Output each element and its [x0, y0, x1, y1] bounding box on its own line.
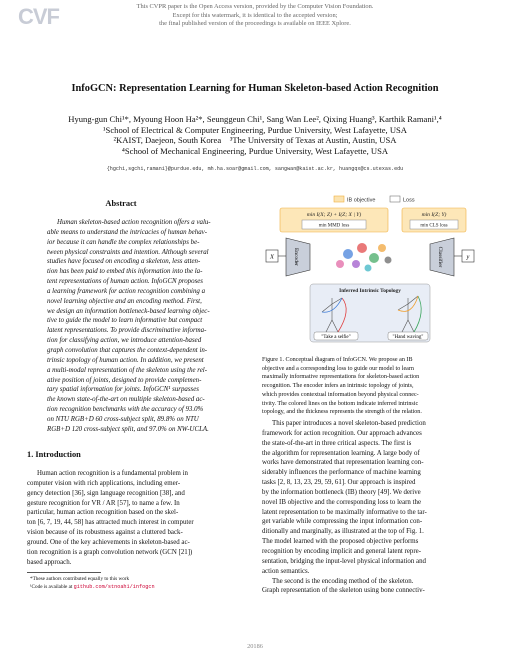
watermark-line-1: This CVPR paper is the Open Access version, provided by the Computer Vision Foundation. [136, 3, 374, 10]
caption-line: objective and a corresponding loss to guide our model to learn [262, 365, 414, 372]
right-column-line: This paper introduces a novel skeleton-based prediction [272, 420, 426, 427]
caption-line: topology, and the thickness represents the strength of the relation. [262, 409, 422, 416]
right-column-line: works have demonstrated that representation learning con- [262, 459, 424, 467]
right-column-line: the state-of-the-art in three critical aspects. The first is [262, 439, 412, 447]
introduction-line: based approach. [27, 558, 72, 566]
right-column-line: ditionally and marginally, as illustrated at the top of Fig. 1. [262, 528, 424, 536]
cvf-logo: CVF [18, 4, 59, 29]
caption-line: recognition. The encoder infers an intrinsic topology of joints, [262, 383, 414, 390]
footnote-rule [27, 572, 101, 573]
right-column-line: latent representation to be maximally informative to the tar- [262, 508, 427, 516]
footnote-equal-contribution: *These authors contributed equally to this work [30, 576, 130, 582]
classifier-label: Classifier [437, 246, 443, 268]
abstract-line: able means to understand the intricacies of human behav- [47, 228, 207, 236]
right-column-line: by the information bottleneck (IB) theory [49]. We derive [262, 488, 421, 496]
caption-line: tivity. The colored lines on the bottom indicate inferred intrinsic [262, 400, 419, 407]
right-column-line: siderably influences the performance of machine learning [262, 469, 421, 477]
right-column-line: Graph representation of the skeleton using bone connectiv- [262, 587, 425, 595]
latent-cloud [336, 243, 392, 272]
figure-1 [262, 194, 484, 346]
introduction-line: ton [6, 7, 19, 44, 58] has attracted much interest in computer [27, 519, 194, 527]
right-column-line: The second is the encoding method of the skeleton. [272, 577, 414, 585]
ib-objective-left: min I(X; Z) + I(Z; X | Y) [306, 212, 362, 218]
introduction-text [27, 469, 245, 567]
abstract-line: tion recognition benchmarks with the accuracy of 93.0% [47, 406, 204, 414]
abstract-line: a learning framework for action recognition combining a [47, 287, 206, 295]
affiliation-4: ⁴School of Mechanical Engineering, Purdue University, West Lafayette, USA [121, 145, 389, 156]
author-names: Hyung-gun Chi¹*, Myoung Hoon Ha²*, Seunggeun Chi¹, Sang Wan Lee², Qixing Huang³, Karthik Ramani¹,⁴ [68, 114, 442, 124]
abstract-line: RGB+D 120 cross-subject split, and 97.0% on NW-UCLA. [47, 425, 209, 433]
infogcn-diagram [262, 194, 484, 346]
caption-line: which provides contextual information beyond physical connec- [262, 391, 419, 398]
abstract-line: ative position of joints, designed to provide complemen- [47, 376, 202, 384]
encoder-label: Encoder [293, 248, 299, 266]
abstract-line: Human skeleton-based action recognition offers a valu- [57, 219, 211, 226]
introduction-line: particular, human action recognition based on the skel- [27, 509, 179, 517]
page-number: 20186 [247, 643, 263, 650]
input-x-label: X [270, 253, 274, 261]
abstract-line: tween physical constraints and intention. Although several [47, 248, 209, 256]
legend-loss-label: Loss [403, 197, 415, 204]
output-y-label: y [466, 253, 470, 261]
abstract-heading: Abstract [105, 199, 137, 208]
watermark-line-2: Except for this watermark, it is identical to the accepted version; [172, 11, 338, 19]
right-column-line: tasks [2, 8, 13, 23, 29, 59, 61]. Our approach is inspired [262, 479, 416, 487]
right-column-line: action semantics. [262, 567, 310, 575]
paper-title: InfoGCN: Representation Learning for Human Skeleton-based Action Recognition [71, 83, 439, 94]
abstract-line: graph convolution that captures the context-dependent in- [47, 346, 208, 354]
legend-ib-label: IB objective [347, 197, 376, 204]
abstract-line: ior because it can handle the complex relationships be- [47, 238, 200, 246]
abstract-line: tary spatial information for joints. InfoGCN¹ surpasses [47, 386, 199, 394]
right-column-line: novel IB objective and the corresponding loss to learn the [262, 498, 422, 506]
abstract-line: the known state-of-the-art on multiple skeleton-based ac- [47, 396, 205, 404]
affiliation-1: ¹School of Electrical & Computer Engineering, Purdue University, West Lafayette, USA [102, 124, 408, 135]
right-column-text [262, 419, 484, 596]
abstract-line: on NTU RGB+D 60 cross-subject split, 89.8% on NTU [47, 415, 199, 423]
abstract-line: tent representations of human action. InfoGCN proposes [47, 278, 203, 286]
figure-1-caption [262, 356, 484, 417]
introduction-line: gency detection [36], sign language recognition [38], and [27, 489, 185, 497]
code-link[interactable]: github.com/stnoah1/infogcn [73, 584, 155, 590]
action-take-selfie: "Take a selfie" [321, 335, 351, 340]
caption-line: maximally informative representations for skeleton-based action [262, 374, 420, 381]
abstract-line: novel learning objective and an encoding method. First, [47, 297, 202, 305]
introduction-heading: 1. Introduction [27, 450, 81, 459]
watermark-line-3: the final published version of the proceedings is available on IEEE Xplore. [159, 20, 351, 27]
abstract-line: studies have focused on encoding a skeleton, less atten- [47, 258, 201, 266]
abstract-line: tive to guide the model to learn informative but compact [47, 317, 203, 325]
introduction-line: vision because of its robustness against a cluttered back- [27, 529, 183, 537]
abstract-line: trinsic topology of human action. In addition, we present [47, 356, 204, 364]
footnote-code [30, 584, 155, 591]
author-block [0, 114, 510, 156]
cls-loss-label: min CLS loss [420, 223, 448, 229]
abstract-text [47, 218, 245, 435]
abstract-line: tion for classifying action, we introduce attention-based [47, 337, 202, 345]
right-column-line: sentation, bridging the input-level physical information and [262, 557, 426, 565]
right-column-line: The model learned with the proposed objective performs [262, 538, 419, 546]
footnote-code-prefix: ¹Code is available at [30, 584, 74, 590]
author-emails: {hgchi,sgchi,ramani}@purdue.edu, mh.ha.soar@gmail.com, sangwan@kaist.ac.kr, huangqx@cs.utexas.edu [106, 166, 404, 172]
action-hand-waving: "Hand waving" [392, 335, 424, 340]
abstract-line: a multi-modal representation of the skeleton using the rel- [47, 366, 207, 374]
abstract-line: latent representations. To provide discriminative informa- [47, 327, 207, 335]
right-column-line: recognition by encoding implicit and general latent repre- [262, 547, 421, 555]
mmd-loss-label: min MMD loss [318, 223, 350, 229]
right-column-line: framework for action recognition. Our approach advances [262, 429, 422, 437]
legend-ib-swatch [334, 196, 344, 202]
affiliation-2-3: ²KAIST, Daejeon, South Korea ³The University of Texas at Austin, Austin, USA [113, 135, 397, 146]
ib-objective-right: min I(Z; Y) [421, 212, 447, 218]
topology-label: Inferred Intrinsic Topology [339, 288, 401, 294]
abstract-line: tion has been paid to embed this information into the la- [47, 268, 203, 276]
introduction-line: computer vision with rich applications, including emer- [27, 479, 181, 487]
introduction-line: Human action recognition is a fundamental problem in [37, 470, 188, 477]
right-column-line: get variable while compressing the input information con- [262, 518, 423, 526]
introduction-line: tion recognition is a graph convolution network (GCN [21]) [27, 548, 193, 556]
legend-loss-swatch [390, 196, 400, 202]
caption-line: Figure 1. Conceptual diagram of InfoGCN. We propose an IB [262, 357, 413, 363]
introduction-line: gesture recognition for VR / AR [57], to name a few. In [27, 499, 180, 507]
right-column-line: the algorithm for representation learning. A large body of [262, 449, 420, 457]
abstract-line: we design an information bottleneck-based learning objec- [47, 307, 210, 315]
introduction-line: ground. One of the key achievements in skeleton-based ac- [27, 538, 190, 546]
